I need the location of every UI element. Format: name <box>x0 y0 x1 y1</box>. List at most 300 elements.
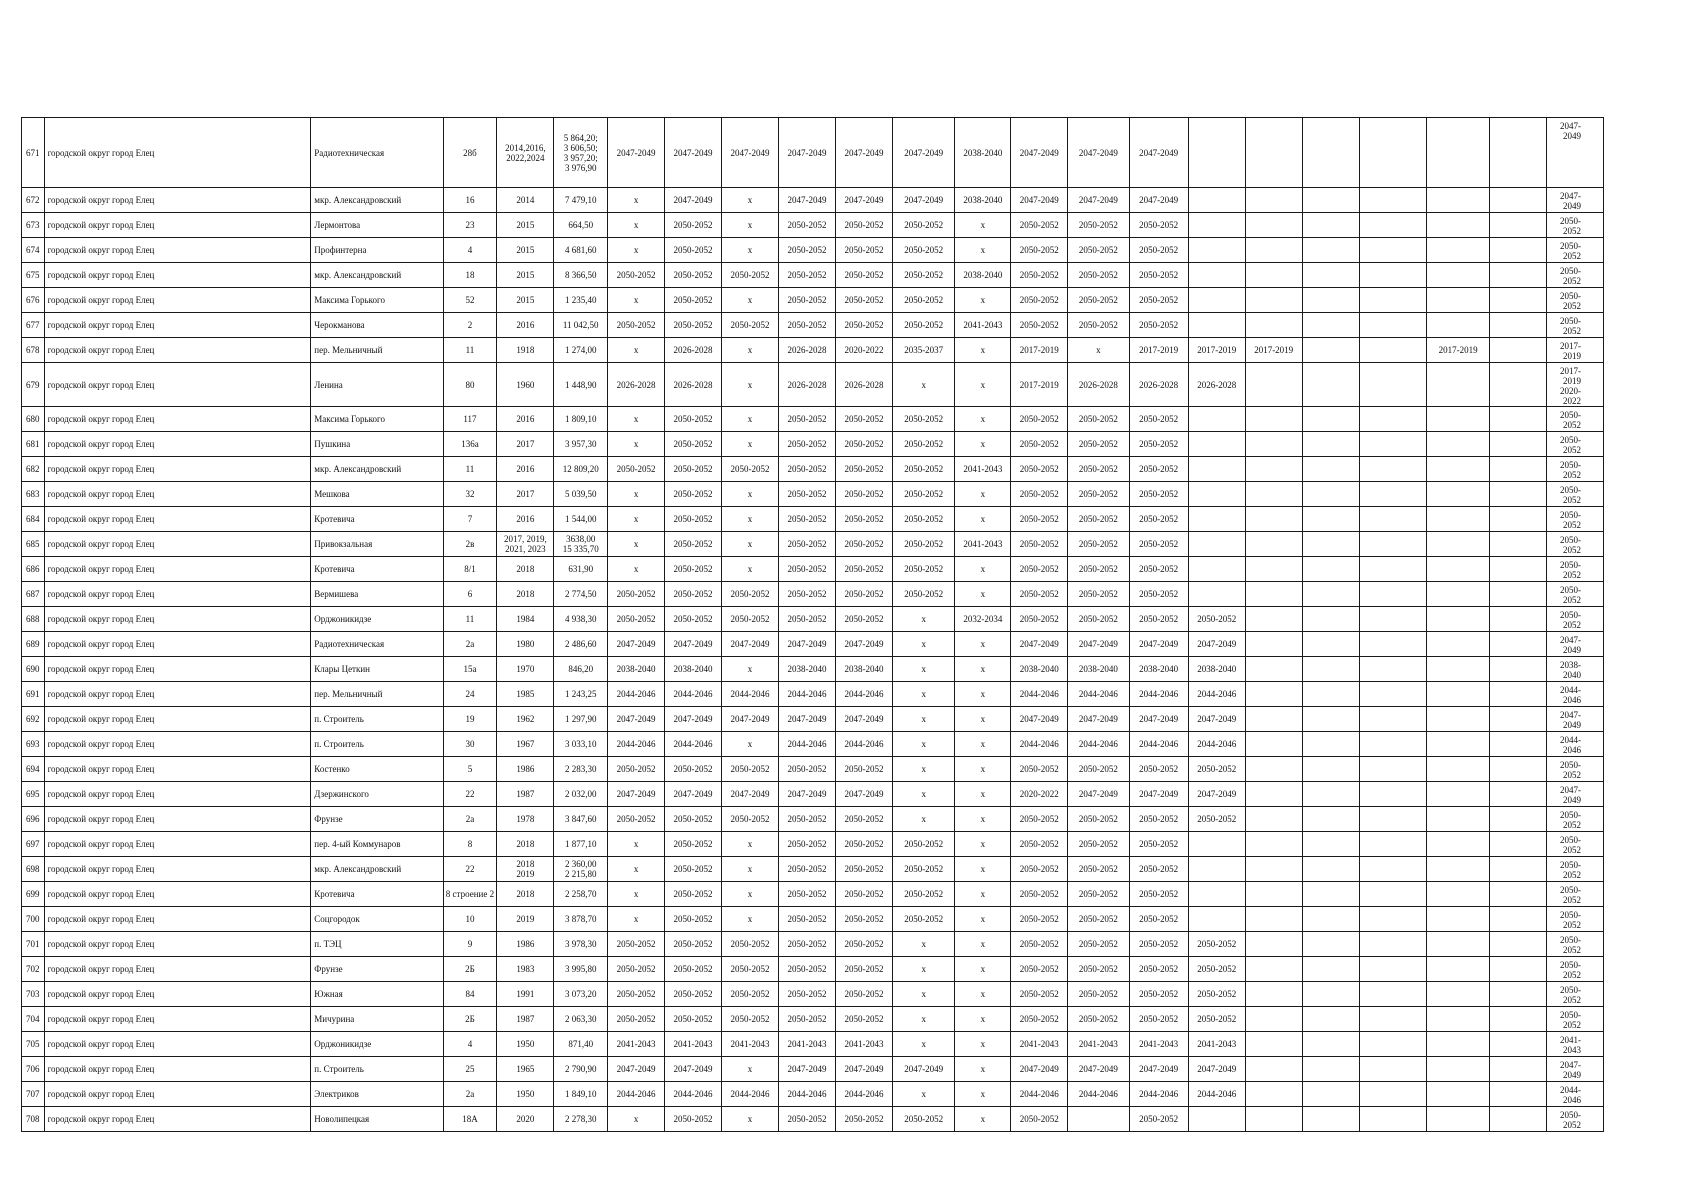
period-cell: 2044-2046 <box>722 682 779 707</box>
period-cell: 2050-2052 <box>1011 313 1068 338</box>
municipality-cell: городской округ город Елец <box>44 932 311 957</box>
period-cell <box>1489 582 1546 607</box>
row-number-cell: 671 <box>22 118 45 188</box>
period-cell: 2047-2049 <box>722 782 779 807</box>
period-cell: 2050-2052 <box>836 582 893 607</box>
period-cell <box>1489 288 1546 313</box>
period-cell: х <box>608 238 665 263</box>
period-cell <box>1188 582 1245 607</box>
street-cell: Электриков <box>311 1082 443 1107</box>
final-period-cell-line: 2047-2049 <box>1560 710 1581 730</box>
period-cell: 2050-2052 <box>1188 982 1245 1007</box>
period-cell: 2050-2052 <box>1011 288 1068 313</box>
period-cell <box>1245 682 1302 707</box>
period-cell: х <box>955 582 1011 607</box>
period-cell <box>1359 313 1427 338</box>
final-period-cell <box>1546 907 1603 932</box>
period-cell <box>1359 607 1427 632</box>
table-row <box>22 582 1604 607</box>
period-cell: 2050-2052 <box>893 907 955 932</box>
period-cell: 2050-2052 <box>1011 407 1068 432</box>
period-cell: 2050-2052 <box>1068 313 1129 338</box>
period-cell <box>1359 582 1427 607</box>
table-row <box>22 632 1604 657</box>
municipality-cell: городской округ город Елец <box>44 457 311 482</box>
period-cell <box>1188 532 1245 557</box>
final-period-cell-line: 2050-2052 <box>1560 985 1581 1005</box>
year-cell-line: 1987 <box>516 789 535 799</box>
period-cell: х <box>893 932 955 957</box>
period-cell: 2050-2052 <box>1068 757 1129 782</box>
period-cell: 2050-2052 <box>1129 582 1188 607</box>
period-cell <box>1427 238 1489 263</box>
period-cell <box>1245 457 1302 482</box>
area-cell-line: 3 957,20; <box>563 152 598 163</box>
street-cell: Кротевича <box>311 882 443 907</box>
period-cell: 2050-2052 <box>665 1107 722 1132</box>
year-cell <box>497 732 554 757</box>
period-cell <box>1427 363 1489 407</box>
period-cell: 2050-2052 <box>665 582 722 607</box>
year-cell-line: 1987 <box>516 1014 535 1024</box>
area-cell-line: 3 976,90 <box>564 162 597 173</box>
area-cell <box>554 263 608 288</box>
area-cell-line: 1 849,10 <box>564 1089 597 1099</box>
period-cell: 2050-2052 <box>779 882 836 907</box>
period-cell: 2044-2046 <box>1129 732 1188 757</box>
area-cell <box>554 782 608 807</box>
table-row <box>22 957 1604 982</box>
period-cell: 2050-2052 <box>608 757 665 782</box>
street-cell: пер. Мельничный <box>311 682 443 707</box>
period-cell: 2050-2052 <box>836 932 893 957</box>
period-cell: 2032-2034 <box>955 607 1011 632</box>
period-cell: 2050-2052 <box>893 532 955 557</box>
period-cell: 2050-2052 <box>722 982 779 1007</box>
year-cell-line: 1985 <box>516 689 535 699</box>
period-cell: 2050-2052 <box>1129 557 1188 582</box>
area-cell <box>554 882 608 907</box>
period-cell <box>1489 532 1546 557</box>
final-period-cell <box>1546 188 1603 213</box>
period-cell <box>1427 313 1489 338</box>
period-cell: х <box>722 288 779 313</box>
year-cell-line: 2018 <box>516 859 535 869</box>
house-number-cell: 18 <box>443 263 497 288</box>
period-cell <box>1427 732 1489 757</box>
period-cell: 2017-2019 <box>1129 338 1188 363</box>
area-cell-line: 3 073,20 <box>564 989 597 999</box>
period-cell: 2050-2052 <box>836 407 893 432</box>
period-cell: 2050-2052 <box>665 907 722 932</box>
street-cell: п. Строитель <box>311 732 443 757</box>
period-cell <box>1245 932 1302 957</box>
period-cell <box>1245 857 1302 882</box>
period-cell: 2038-2040 <box>1129 657 1188 682</box>
year-cell <box>497 932 554 957</box>
period-cell: 2050-2052 <box>1129 982 1188 1007</box>
area-cell <box>554 982 608 1007</box>
period-cell: 2050-2052 <box>665 1007 722 1032</box>
year-cell <box>497 782 554 807</box>
period-cell: 2050-2052 <box>1011 832 1068 857</box>
period-cell: 2044-2046 <box>1068 682 1129 707</box>
row-number-cell: 690 <box>22 657 45 682</box>
period-cell: х <box>722 338 779 363</box>
period-cell <box>1489 482 1546 507</box>
street-cell: Кротевича <box>311 557 443 582</box>
year-cell <box>497 457 554 482</box>
period-cell: 2050-2052 <box>836 1107 893 1132</box>
area-cell <box>554 632 608 657</box>
row-number-cell: 680 <box>22 407 45 432</box>
area-cell <box>554 857 608 882</box>
period-cell: 2050-2052 <box>1188 1007 1245 1032</box>
period-cell <box>1359 707 1427 732</box>
area-cell <box>554 1007 608 1032</box>
period-cell: х <box>608 338 665 363</box>
street-cell: Вермишева <box>311 582 443 607</box>
table-row <box>22 857 1604 882</box>
house-number-cell: 30 <box>443 732 497 757</box>
period-cell: 2050-2052 <box>836 857 893 882</box>
period-cell: 2017-2019 <box>1188 338 1245 363</box>
period-cell: 2026-2028 <box>836 363 893 407</box>
period-cell: х <box>955 632 1011 657</box>
period-cell <box>1245 482 1302 507</box>
period-cell: 2050-2052 <box>1068 807 1129 832</box>
period-cell: 2047-2049 <box>779 632 836 657</box>
period-cell <box>1427 1082 1489 1107</box>
period-cell: х <box>955 482 1011 507</box>
final-period-cell-line: 2050-2052 <box>1560 435 1581 455</box>
period-cell: 2050-2052 <box>1129 407 1188 432</box>
street-cell: Клары Цеткин <box>311 657 443 682</box>
period-cell: 2044-2046 <box>779 732 836 757</box>
area-cell-line: 871,40 <box>568 1039 594 1049</box>
period-cell <box>1489 263 1546 288</box>
area-cell-line: 2 063,30 <box>564 1014 597 1024</box>
period-cell: 2050-2052 <box>665 982 722 1007</box>
municipality-cell: городской округ город Елец <box>44 732 311 757</box>
period-cell: 2041-2043 <box>955 313 1011 338</box>
final-period-cell <box>1546 1007 1603 1032</box>
period-cell: 2050-2052 <box>722 263 779 288</box>
street-cell: Орджоникидзе <box>311 1032 443 1057</box>
period-cell: 2050-2052 <box>722 457 779 482</box>
final-period-cell <box>1546 957 1603 982</box>
period-cell <box>1245 407 1302 432</box>
street-cell: Пушкина <box>311 432 443 457</box>
period-cell <box>1489 313 1546 338</box>
year-cell-line: 2018 <box>516 564 535 574</box>
period-cell: 2050-2052 <box>1129 532 1188 557</box>
table-row <box>22 932 1604 957</box>
year-cell <box>497 432 554 457</box>
period-cell: 2041-2043 <box>1011 1032 1068 1057</box>
period-cell <box>1427 213 1489 238</box>
house-number-cell: 84 <box>443 982 497 1007</box>
final-period-cell-line: 2017-2019 <box>1560 366 1581 386</box>
period-cell: 2038-2040 <box>665 657 722 682</box>
period-cell: 2047-2049 <box>1129 188 1188 213</box>
period-cell: 2050-2052 <box>779 557 836 582</box>
period-cell: 2050-2052 <box>1129 607 1188 632</box>
period-cell: х <box>722 213 779 238</box>
table-row <box>22 832 1604 857</box>
period-cell: 2044-2046 <box>1188 1082 1245 1107</box>
period-cell <box>1489 188 1546 213</box>
period-cell: х <box>1068 338 1129 363</box>
table-row <box>22 507 1604 532</box>
period-cell <box>1245 363 1302 407</box>
final-period-cell <box>1546 1107 1603 1132</box>
period-cell: 2017-2019 <box>1427 338 1489 363</box>
period-cell <box>1359 407 1427 432</box>
house-number-cell: 2а <box>443 1082 497 1107</box>
period-cell: 2050-2052 <box>779 407 836 432</box>
period-cell: 2047-2049 <box>1129 118 1188 188</box>
period-cell: 2050-2052 <box>893 507 955 532</box>
period-cell: 2050-2052 <box>893 857 955 882</box>
period-cell <box>1427 532 1489 557</box>
final-period-cell <box>1546 607 1603 632</box>
period-cell: х <box>955 857 1011 882</box>
period-cell: 2050-2052 <box>665 213 722 238</box>
period-cell: 2038-2040 <box>836 657 893 682</box>
period-cell: 2050-2052 <box>608 582 665 607</box>
area-cell-line: 2 360,00 <box>564 859 597 869</box>
year-cell <box>497 1082 554 1107</box>
period-cell: 2050-2052 <box>665 957 722 982</box>
period-cell: 2047-2049 <box>665 1057 722 1082</box>
period-cell <box>1302 757 1359 782</box>
period-cell: 2020-2022 <box>1011 782 1068 807</box>
period-cell: 2026-2028 <box>608 363 665 407</box>
table-row <box>22 682 1604 707</box>
final-period-cell-line: 2050-2052 <box>1560 316 1581 336</box>
period-cell <box>1427 682 1489 707</box>
final-period-cell-line: 2047-2049 <box>1560 785 1581 805</box>
year-cell-line: 1986 <box>516 939 535 949</box>
row-number-cell: 673 <box>22 213 45 238</box>
area-cell-line: 3 033,10 <box>564 739 597 749</box>
period-cell <box>1188 263 1245 288</box>
period-cell <box>1245 1082 1302 1107</box>
area-cell-line: 631,90 <box>568 564 594 574</box>
period-cell: 2050-2052 <box>1129 957 1188 982</box>
period-cell: 2050-2052 <box>722 607 779 632</box>
period-cell: 2026-2028 <box>1188 363 1245 407</box>
period-cell: 2050-2052 <box>836 432 893 457</box>
municipality-cell: городской округ город Елец <box>44 288 311 313</box>
period-cell: 2044-2046 <box>1129 1082 1188 1107</box>
row-number-cell: 681 <box>22 432 45 457</box>
period-cell: 2050-2052 <box>608 807 665 832</box>
year-cell <box>497 832 554 857</box>
period-cell <box>1489 707 1546 732</box>
table-row <box>22 657 1604 682</box>
period-cell: 2050-2052 <box>836 288 893 313</box>
row-number-cell: 679 <box>22 363 45 407</box>
area-cell <box>554 682 608 707</box>
year-cell <box>497 213 554 238</box>
row-number-cell: 704 <box>22 1007 45 1032</box>
period-cell: 2035-2037 <box>893 338 955 363</box>
house-number-cell: 22 <box>443 782 497 807</box>
period-cell <box>1302 338 1359 363</box>
period-cell <box>1245 238 1302 263</box>
period-cell: 2050-2052 <box>1129 832 1188 857</box>
final-period-cell-line: 2050-2052 <box>1560 216 1581 236</box>
house-number-cell: 2 <box>443 313 497 338</box>
period-cell: 2044-2046 <box>1188 732 1245 757</box>
final-period-cell <box>1546 857 1603 882</box>
table-row <box>22 457 1604 482</box>
period-cell <box>1245 832 1302 857</box>
final-period-cell <box>1546 263 1603 288</box>
period-cell: 2050-2052 <box>1068 288 1129 313</box>
area-cell-line: 1 544,00 <box>564 514 597 524</box>
period-cell <box>1245 657 1302 682</box>
period-cell: 2050-2052 <box>665 757 722 782</box>
period-cell <box>1188 313 1245 338</box>
final-period-cell-line: 2050-2052 <box>1560 485 1581 505</box>
period-cell <box>1302 732 1359 757</box>
house-number-cell: 11 <box>443 457 497 482</box>
period-cell <box>1359 263 1427 288</box>
period-cell <box>1427 582 1489 607</box>
period-cell <box>1489 457 1546 482</box>
final-period-cell-line: 2050-2052 <box>1560 960 1581 980</box>
final-period-cell-line: 2050-2052 <box>1560 910 1581 930</box>
street-cell: мкр. Александровский <box>311 457 443 482</box>
period-cell <box>1188 507 1245 532</box>
municipality-cell: городской округ город Елец <box>44 313 311 338</box>
year-cell-line: 1965 <box>516 1064 535 1074</box>
street-cell: Ленина <box>311 363 443 407</box>
period-cell: 2050-2052 <box>1068 213 1129 238</box>
period-cell <box>1427 807 1489 832</box>
municipality-cell: городской округ город Елец <box>44 363 311 407</box>
year-cell <box>497 707 554 732</box>
area-cell <box>554 507 608 532</box>
period-cell: 2044-2046 <box>608 732 665 757</box>
final-period-cell <box>1546 313 1603 338</box>
period-cell <box>1302 482 1359 507</box>
period-cell <box>1245 907 1302 932</box>
final-period-cell <box>1546 807 1603 832</box>
period-cell <box>1359 557 1427 582</box>
area-cell <box>554 532 608 557</box>
period-cell: 2050-2052 <box>1068 238 1129 263</box>
period-cell <box>1427 957 1489 982</box>
period-cell <box>1302 557 1359 582</box>
municipality-cell: городской округ город Елец <box>44 1057 311 1082</box>
period-cell: 2050-2052 <box>779 582 836 607</box>
period-cell <box>1489 957 1546 982</box>
year-cell-line: 2014,2016, <box>505 142 546 153</box>
period-cell: 2050-2052 <box>836 1007 893 1032</box>
municipality-cell: городской округ город Елец <box>44 1032 311 1057</box>
period-cell: 2050-2052 <box>1188 607 1245 632</box>
row-number-cell: 701 <box>22 932 45 957</box>
year-cell <box>497 532 554 557</box>
period-cell <box>1245 582 1302 607</box>
period-cell <box>1245 432 1302 457</box>
period-cell: 2050-2052 <box>1129 213 1188 238</box>
house-number-cell: 2Б <box>443 957 497 982</box>
period-cell: 2047-2049 <box>722 118 779 188</box>
municipality-cell: городской округ город Елец <box>44 118 311 188</box>
period-cell <box>1489 657 1546 682</box>
street-cell: Мешкова <box>311 482 443 507</box>
area-cell-line: 1 809,10 <box>564 414 597 424</box>
period-cell: х <box>722 657 779 682</box>
period-cell: 2050-2052 <box>1129 807 1188 832</box>
year-cell <box>497 632 554 657</box>
municipality-cell: городской округ город Елец <box>44 507 311 532</box>
period-cell: 2038-2040 <box>955 263 1011 288</box>
period-cell: 2050-2052 <box>836 907 893 932</box>
municipality-cell: городской округ город Елец <box>44 1007 311 1032</box>
period-cell <box>1427 707 1489 732</box>
period-cell: х <box>722 363 779 407</box>
period-cell: 2050-2052 <box>1011 932 1068 957</box>
table-row <box>22 118 1604 188</box>
area-cell <box>554 657 608 682</box>
period-cell <box>1245 782 1302 807</box>
period-cell: 2050-2052 <box>893 313 955 338</box>
period-cell <box>1427 1007 1489 1032</box>
period-cell <box>1302 657 1359 682</box>
period-cell <box>1489 1007 1546 1032</box>
period-cell: 2038-2040 <box>1188 657 1245 682</box>
area-cell <box>554 188 608 213</box>
period-cell <box>1489 238 1546 263</box>
period-cell: 2047-2049 <box>893 118 955 188</box>
capital-repair-schedule-table <box>21 117 1604 1132</box>
final-period-cell-line: 2050-2052 <box>1560 860 1581 880</box>
period-cell: 2050-2052 <box>1188 932 1245 957</box>
street-cell: Максима Горького <box>311 407 443 432</box>
period-cell: 2050-2052 <box>665 407 722 432</box>
period-cell: 2050-2052 <box>665 313 722 338</box>
area-cell-line: 1 448,90 <box>564 379 597 390</box>
period-cell <box>1489 432 1546 457</box>
year-cell-line: 2022,2024 <box>506 152 545 163</box>
area-cell-line: 2 774,50 <box>564 589 597 599</box>
table-row <box>22 1057 1604 1082</box>
final-period-cell <box>1546 757 1603 782</box>
period-cell <box>1245 263 1302 288</box>
period-cell <box>1245 957 1302 982</box>
period-cell: х <box>722 432 779 457</box>
area-cell-line: 4 681,60 <box>564 245 597 255</box>
period-cell: х <box>893 1082 955 1107</box>
period-cell: 2047-2049 <box>608 1057 665 1082</box>
year-cell-line: 1991 <box>516 989 535 999</box>
period-cell: 2047-2049 <box>1129 707 1188 732</box>
period-cell: х <box>608 288 665 313</box>
period-cell: 2050-2052 <box>1011 757 1068 782</box>
period-cell: 2050-2052 <box>1011 582 1068 607</box>
period-cell: 2050-2052 <box>1068 407 1129 432</box>
period-cell <box>1245 632 1302 657</box>
house-number-cell: 117 <box>443 407 497 432</box>
period-cell <box>1359 213 1427 238</box>
year-cell-line: 2016 <box>516 320 535 330</box>
